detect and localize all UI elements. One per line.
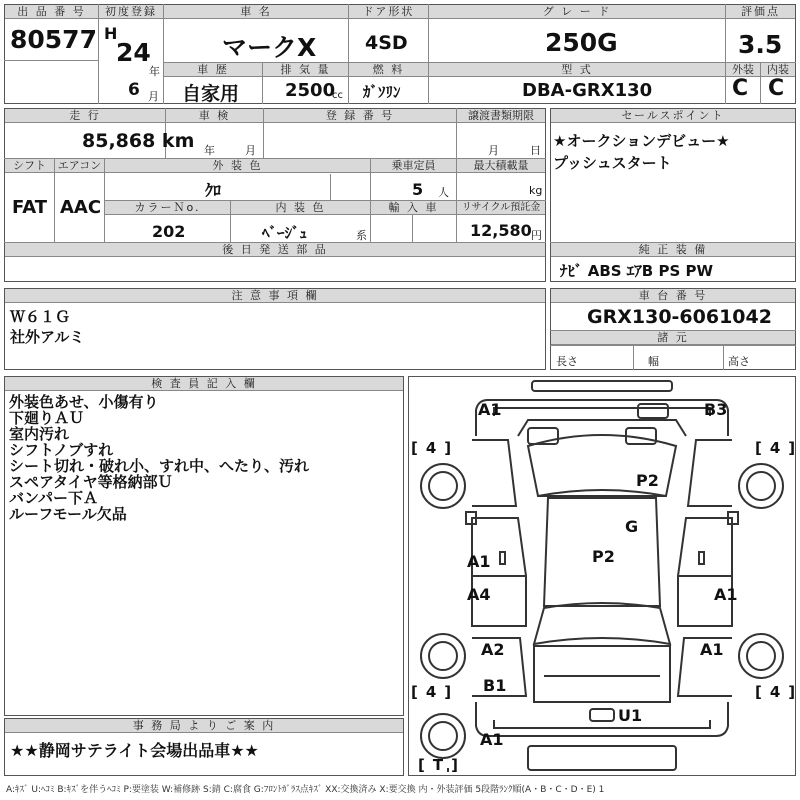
note-1: Ｗ６１Ｇ: [10, 308, 71, 326]
inspector-line: 室内汚れ: [9, 425, 70, 443]
inspector-line: 外装色あせ、小傷有り: [9, 393, 159, 411]
capacity: 5: [412, 180, 424, 199]
mark-right-door: A1: [714, 585, 738, 604]
tire-rear-right: [ 4 ]: [755, 683, 796, 701]
aircon-label: エアコン: [55, 159, 104, 173]
inspection-year-unit: 年: [204, 144, 215, 157]
mileage-label: 走 行: [5, 109, 165, 123]
color-no: 202: [152, 222, 186, 241]
inspector-line: 下廻りＡＵ: [9, 409, 85, 427]
int-color: ﾍﾞｰｼﾞｭ: [262, 224, 308, 242]
dimensions-label: 諸 元: [551, 331, 795, 345]
interior-grade-label: 内装: [761, 63, 795, 77]
first-reg-year-unit: 年: [149, 65, 160, 78]
history: 自家用: [182, 83, 240, 105]
exterior-grade: C: [732, 76, 749, 101]
mark-rear-quarter: B1: [483, 676, 507, 695]
model-label: 型 式: [429, 63, 725, 77]
inspector-line: シフトノブすれ: [9, 441, 114, 459]
door-type: 4SD: [365, 32, 408, 54]
door-label: ドア形状: [349, 5, 428, 19]
chassis-label: 車 台 番 号: [551, 289, 795, 303]
load-unit: kg: [529, 184, 543, 197]
reg-no-label: 登 録 番 号: [264, 109, 456, 123]
mark-underbody: A1: [480, 730, 504, 749]
shift: FAT: [12, 197, 48, 218]
ext-color-label: 外 装 色: [105, 159, 370, 173]
inspector-line: バンパー下Ａ: [9, 489, 98, 507]
chassis-no: GRX130-6061042: [587, 306, 772, 328]
tire-front-left-value: 4: [425, 439, 437, 457]
inspector-notes: [9, 394, 309, 522]
mark-front-bumper-left: A1: [478, 400, 502, 419]
int-color-label: 内 装 色: [231, 201, 370, 215]
mark-left-front-fender: A1: [467, 552, 491, 571]
car-name: マークX: [222, 33, 317, 62]
first-reg-label: 初度登録: [99, 5, 163, 19]
aircon: AAC: [60, 197, 102, 218]
int-color-unit: 系: [356, 229, 367, 242]
lot-no: 80577: [10, 25, 97, 54]
capacity-label: 乗車定員: [371, 159, 456, 173]
mark-hood: P2: [636, 471, 659, 490]
tire-rear-left-value: 4: [425, 683, 437, 701]
first-reg-month: 6: [128, 80, 140, 100]
sales-points-label: セールスポイント: [551, 109, 795, 123]
tire-front-left: [ 4 ]: [411, 439, 452, 457]
inspection-label: 車 検: [166, 109, 263, 123]
inspector-line: シート切れ・破れ小、すれ中、へたり、汚れ: [9, 457, 310, 475]
sales-point-1: ★オークションデビュー★: [553, 132, 730, 150]
capacity-unit: 人: [438, 186, 449, 199]
office-notice: ★★静岡サテライト会場出品車★★: [10, 741, 259, 760]
mark-right-rear-fender: A1: [700, 640, 724, 659]
mark-front-bumper-right: B3: [704, 400, 728, 419]
notes-label: 注 意 事 項 欄: [5, 289, 545, 303]
displacement-unit: cc: [332, 90, 343, 101]
first-reg-era: H: [104, 24, 118, 43]
later-parts-label: 後 日 発 送 部 品: [5, 243, 545, 257]
grade-label: グ レ ー ド: [429, 5, 725, 19]
transfer-month-unit: 月: [488, 144, 499, 157]
car-outline: [408, 376, 796, 776]
dim-length-label: 長さ: [556, 355, 578, 368]
tire-rear-right-value: 4: [769, 683, 781, 701]
shift-label: シフト: [5, 159, 54, 173]
transfer-label: 譲渡書類期限: [457, 109, 545, 123]
car-name-label: 車 名: [164, 5, 348, 19]
mark-windshield: G: [625, 517, 639, 536]
tire-spare: [ T ]: [418, 756, 458, 774]
fuel: ｶﾞｿﾘﾝ: [363, 83, 401, 101]
equipment-label: 純 正 装 備: [551, 243, 795, 257]
color-no-label: カラーＮo.: [105, 201, 230, 215]
tire-front-right-value: 4: [769, 439, 781, 457]
first-reg-month-unit: 月: [148, 90, 159, 103]
import-label: 輸 入 車: [371, 201, 456, 215]
inspector-line: ルーフモール欠品: [9, 505, 127, 523]
tire-spare-value: T: [432, 756, 444, 774]
inspector-line: スペアタイヤ等格納部Ｕ: [9, 473, 173, 491]
inspector-label: 検 査 員 記 入 欄: [5, 377, 403, 391]
mark-rear-bumper: U1: [618, 706, 643, 725]
score: 3.5: [738, 30, 783, 59]
model: DBA-GRX130: [522, 80, 653, 101]
lot-no-label: 出 品 番 号: [5, 5, 98, 19]
mark-left-door: A4: [467, 585, 491, 604]
tire-rear-left: [ 4 ]: [411, 683, 452, 701]
office-label: 事 務 局 よ り ご 案 内: [5, 719, 403, 733]
displacement-label: 排 気 量: [263, 63, 348, 77]
sales-point-2: プッシュスタート: [553, 154, 672, 172]
grade: 250G: [545, 28, 618, 57]
inspection-month-unit: 月: [245, 144, 256, 157]
note-2: 社外アルミ: [10, 328, 85, 346]
score-label: 評価点: [726, 5, 795, 19]
history-label: 車 歴: [164, 63, 262, 77]
mileage: 85,868 km: [82, 130, 195, 152]
interior-grade: C: [768, 76, 785, 101]
equipment: ﾅﾋﾞ ABS ｴｱB PS PW: [560, 262, 714, 280]
tire-front-right: [ 4 ]: [755, 439, 796, 457]
first-reg-year: 24: [116, 38, 151, 67]
dim-width-label: 幅: [648, 355, 659, 368]
recycle: 12,580: [470, 221, 532, 240]
mark-roof: P2: [592, 547, 615, 566]
load-label: 最大積載量: [457, 159, 545, 173]
recycle-unit: 円: [531, 229, 542, 242]
fuel-label: 燃 料: [349, 63, 428, 77]
transfer-day-unit: 日: [530, 144, 541, 157]
exterior-grade-label: 外装: [726, 63, 760, 77]
legend: A:ｷｽﾞ U:ﾍｺﾐ B:ｷｽﾞを伴うﾍｺﾐ P:要塗装 W:補修跡 S:錆 C:腐食 G:ﾌﾛﾝﾄｶﾞﾗｽ点ｷｽﾞ XX:交換済み X:要交換 内・外装評価 5段階ﾗﾝｸ順(A・B・C・D・E) 1: [6, 785, 605, 795]
displacement: 2500: [285, 80, 336, 101]
ext-color: ｸﾛ: [205, 181, 222, 200]
mark-left-rear-fender: A2: [481, 640, 505, 659]
recycle-label: リサイクル預託金: [457, 201, 545, 215]
dim-height-label: 高さ: [728, 355, 750, 368]
